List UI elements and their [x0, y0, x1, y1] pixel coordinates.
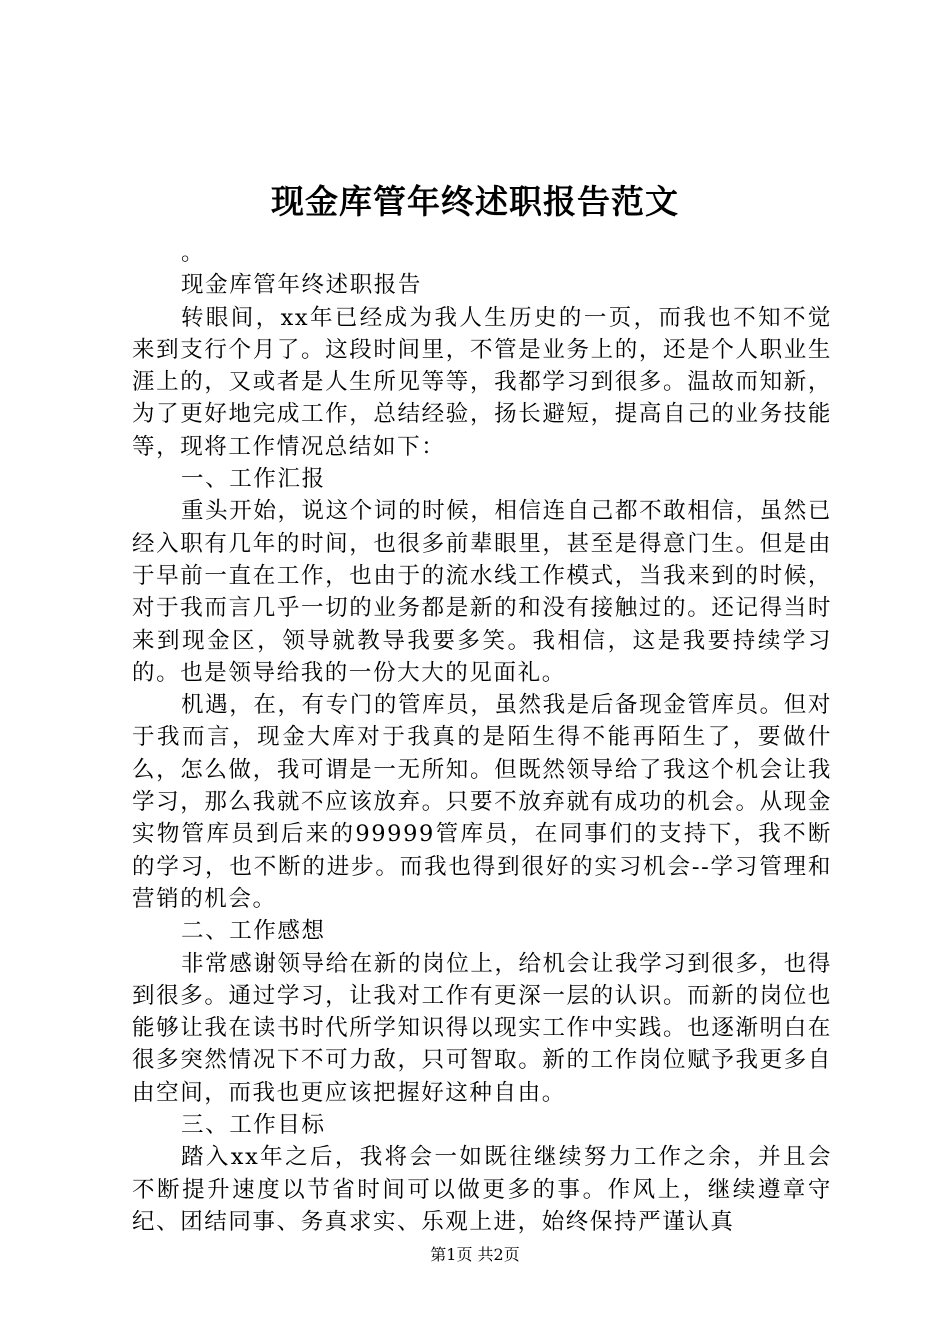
paragraph-work-goals: 踏入xx年之后，我将会一如既往继续努力工作之余，并且会不断提升速度以节省时间可以做更多的事。作风上，继续遵章守纪、团结同事、务真求实、乐观上进，始终保持严谨认真 — [132, 1144, 832, 1235]
paragraph-subtitle: 现金库管年终述职报告 — [181, 272, 423, 299]
section-heading-work-reflections: 二、工作感想 — [181, 918, 326, 945]
paragraph-work-report-2: 机遇，在，有专门的管库员，虽然我是后备现金管库员。但对于我而言，现金大库对于我真的是陌生得不能再陌生了，要做什么，怎么做，我可谓是一无所知。但既然领导给了我这个机会让我学习，那么我就不应该放弃。只要不放弃就有成功的机会。从现金实物管库员到后来的99999管库员，在同事们的支持下，我不断的学习，也不断的进步。而我也得到很好的实习机会--学习管理和营销的机会。 — [132, 692, 832, 912]
page-number-footer: 第1页 共2页 — [430, 1245, 520, 1264]
section-heading-work-goals: 三、工作目标 — [181, 1112, 326, 1139]
section-heading-work-report: 一、工作汇报 — [181, 466, 326, 493]
paragraph-opening-mark: 。 — [181, 240, 206, 266]
document-body — [132, 237, 832, 1238]
paragraph-intro: 转眼间，xx年已经成为我人生历史的一页，而我也不知不觉来到支行个月了。这段时间里，不管是业务上的，还是个人职业生涯上的，又或者是人生所见等等，我都学习到很多。温故而知新，为了更好地完成工作，总结经验，扬长避短，提高自己的业务技能等，现将工作情况总结如下： — [132, 304, 832, 460]
paragraph-work-report-1: 重头开始，说这个词的时候，相信连自己都不敢相信，虽然已经入职有几年的时间，也很多前辈眼里，甚至是得意门生。但是由于早前一直在工作，也由于的流水线工作模式，当我来到的时候，对于我而言几乎一切的业务都是新的和没有接触过的。还记得当时来到现金区，领导就教导我要多笑。我相信，这是我要持续学习的。也是领导给我的一份大大的见面礼。 — [132, 498, 832, 686]
paragraph-work-reflections: 非常感谢领导给在新的岗位上，给机会让我学习到很多，也得到很多。通过学习，让我对工作有更深一层的认识。而新的岗位也能够让我在读书时代所学知识得以现实工作中实践。也逐渐明白在很多突然情况下不可力敌，只可智取。新的工作岗位赋予我更多自由空间，而我也更应该把握好这种自由。 — [132, 950, 832, 1106]
document-title: 现金库管年终述职报告范文 — [271, 182, 679, 221]
